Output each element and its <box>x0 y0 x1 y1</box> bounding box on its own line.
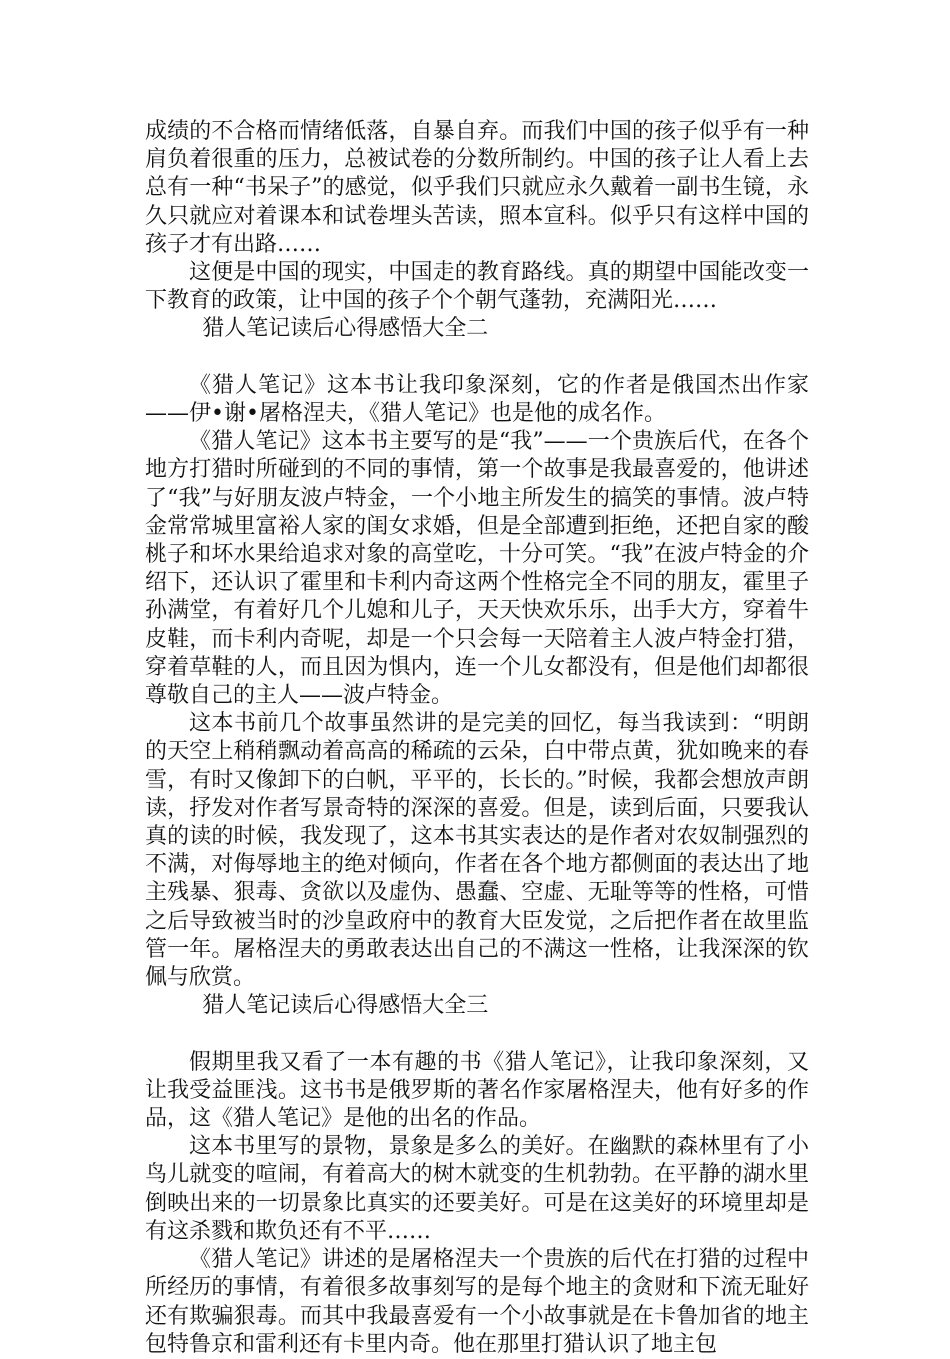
section-heading: 猎人笔记读后心得感悟大全三 <box>202 993 489 1019</box>
paragraph: 假期里我又看了一本有趣的书《猎人笔记》，让我印象深刻，又让我受益匪浅。这书书是俄罗斯的著名作家屠格涅夫，他有好多的作品，这《猎人笔记》是他的出名的作品。 <box>145 1049 809 1132</box>
blank-line <box>145 1020 809 1048</box>
paragraph: 《猎人笔记》讲述的是屠格涅夫一个贵族的后代在打猎的过程中所经历的事情，有着很多故事刻写的是每个地主的贪财和下流无耻好还有欺骗狠毒。而其中我最喜爱有一个小故事就是在卡鲁加省的地主包特鲁京和雷利还有卡里内奇。他在那里打猎认识了地主包 <box>145 1247 809 1357</box>
paragraph: 这本书前几个故事虽然讲的是完美的回忆，每当我读到：“明朗的天空上稍稍飘动着高高的稀疏的云朵，白中带点黄，犹如晚来的春雪，有时又像卸下的白帆，平平的，长长的。”时候，我都会想放声朗读，抒发对作者写景奇特的深深的喜爱。但是，读到后面，只要我认真的读的时候，我发现了，这本书其实表达的是作者对农奴制强烈的不满，对侮辱地主的绝对倾向，作者在各个地方都侧面的表达出了地主残暴、狠毒、贪欲以及虚伪、愚蠢、空虚、无耻等等的性格，可惜之后导致被当时的沙皇政府中的教育大臣发觉，之后把作者在故里监管一年。屠格涅夫的勇敢表达出自己的不满这一性格，让我深深的钦佩与欣赏。 <box>145 711 809 991</box>
document-page <box>145 118 809 1359</box>
section-heading: 猎人笔记读后心得感悟大全二 <box>202 316 489 342</box>
blank-line <box>145 344 809 372</box>
paragraph: 这本书里写的景物，景象是多么的美好。在幽默的森林里有了小鸟儿就变的喧闹，有着高大的树木就变的生机勃勃。在平静的湖水里倒映出来的一切景象比真实的还要美好。可是在这美好的环境里却是有这杀戮和欺负还有不平…… <box>145 1134 809 1244</box>
paragraph: 《猎人笔记》这本书让我印象深刻，它的作者是俄国杰出作家——伊•谢•屠格涅夫，《猎人笔记》也是他的成名作。 <box>145 372 809 427</box>
paragraph: 《猎人笔记》这本书主要写的是“我”——一个贵族后代，在各个地方打猎时所碰到的不同的事情，第一个故事是我最喜爱的，他讲述了“我”与好朋友波卢特金，一个小地主所发生的搞笑的事情。波卢特金常常城里富裕人家的闺女求婚，但是全部遭到拒绝，还把自家的酸桃子和坏水果给追求对象的高堂吃，十分可笑。“我”在波卢特金的介绍下，还认识了霍里和卡利内奇这两个性格完全不同的朋友，霍里子孙满堂，有着好几个儿媳和儿子，天天快欢乐乐，出手大方，穿着牛皮鞋，而卡利内奇呢，却是一个只会每一天陪着主人波卢特金打猎，穿着草鞋的人，而且因为惧内，连一个儿女都没有，但是他们却都很尊敬自己的主人——波卢特金。 <box>145 429 809 709</box>
paragraph: 成绩的不合格而情绪低落，自暴自弃。而我们中国的孩子似乎有一种肩负着很重的压力，总被试卷的分数所制约。中国的孩子让人看上去总有一种“书呆子”的感觉，似乎我们只就应永久戴着一副书生镜，永久只就应对着课本和试卷埋头苦读，照本宣科。似乎只有这样中国的孩子才有出路…… <box>145 119 809 257</box>
paragraph: 这便是中国的现实，中国走的教育路线。真的期望中国能改变一下教育的政策，让中国的孩子个个朝气蓬勃，充满阳光…… <box>145 260 809 314</box>
